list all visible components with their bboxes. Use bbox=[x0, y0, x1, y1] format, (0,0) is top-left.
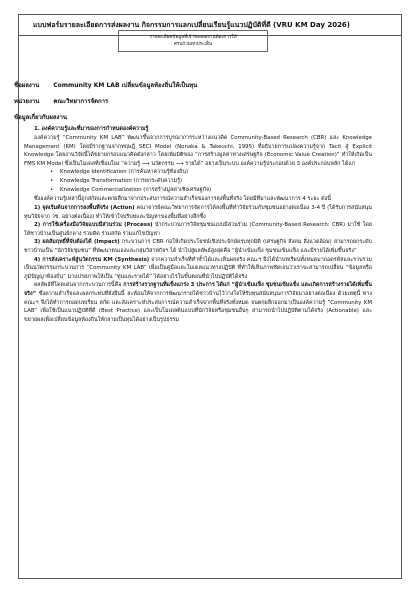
outcome-rest: ซึ่งความสำเร็จและผลกระทบที่ยั่งยืนนี้ สะท้อนให้จากการพัฒนารายได้ชาวบ้านไว้วางใจให้รับทุนสนับสนุนการวิจัยมาอย่างต่อเนื่อง ด้วยเหตุนี้ ทางคณะฯ จึงได้ทำการถอดบทเรียน สกัด และสังเคราะห์ประสบการณ์ความสำเร็จจากพื้นที่จริงทั้งหมด จนตกผลึกออกมาเป็นองค์ความรู้ “Community KM LAB” เพื่อใช้เป็นแนวปฏิบัติที่ดี (Best Practice) และเป็นโมเดลต้นแบบที่นักวิจัยหรือชุมชนอื่นๆ สามารถนำไปปฏิบัติตามได้จริง (Actionable) และขยายผลเพื่อเปลี่ยนข้อมูลท้องถิ่นให้กลายเป็นทุนได้อย่างเป็นรูปธรรม bbox=[24, 290, 372, 323]
paragraph-phases: ซึ่งองค์ความรู้เหล่านี้ถูกสกัดและตกผลึกมาจากประสบการณ์ความสำเร็จของการลงพื้นที่จริง โดยมีที่มาและพัฒนาการ 4 ระยะ ดังนี้ bbox=[34, 196, 331, 203]
notice-box bbox=[118, 30, 268, 52]
paragraph-intro: องค์ความรู้ “Community KM LAB” พัฒนาขึ้นจากการบูรณาการระหว่างแนวคิด Community-Based Research (CBR) และ Knowledge Management (KM) โดยมีรากฐานจากทฤษฎี SECI Model (Nonaka & Takeuchi, 1995) ที่อธิบายการแปลงความรู้จาก Tacit สู่ Explicit Knowledge โดยงานวิจัยนี้ได้ขยายกรอบแนวคิดดังกล่าว โดยเพิ่มมิติของ “การสร้างมูลค่าทางเศรษฐกิจ (Economic Value Creation)” ทำให้เกิดเป็น FMS KM Model ซึ่งเป็นโมเดลที่เชื่อมโยง “ความรู้ ⟶ นวัตกรรม ⟶ รายได้” อย่างเป็นระบบ องค์ความรู้ประกอบด้วย 3 องค์ประกอบหลัก ได้แก่ bbox=[24, 135, 372, 167]
phase-head: 1) จุดเริ่มต้นจากการลงพื้นที่จริง (Action) bbox=[34, 204, 135, 211]
phase-body: นำกระบวนการวิจัยชุมชนแบบมีส่วนร่วม (Community-Based Research: CBR) มาใช้ โดยให้ชาวบ้านเป็นศูนย์กลาง ร่วมคิด ร่วมสกัด ร่วมแก้ไขปัญหา bbox=[24, 222, 372, 237]
phase-body: กระบวนการ CBR ก่อให้เกิดประโยชน์เชิงประจักษ์ครบทุกมิติ (เศรษฐกิจ สังคม สิ่งแวดล้อม) สามารถยกระดับชาวบ้านเป็น “นักวิจัยชุมชน” ที่พัฒนาตนเองและกลุ่มวิสาหกิจฯ ได้ นำไปสู่ผลลัพธ์สูงสุดคือ “ผู้นำเข้มแข็ง ชุมชนเข้มแข็ง และมีรายได้เพิ่มขึ้นจริง” bbox=[24, 239, 372, 254]
form-title: แบบฟอร์มรายละเอียดการส่งผลงาน กิจกรรมการแลกเปลี่ยนเรียนรู้แนวปฏิบัติที่ดี (VRU KM Day 2026) bbox=[33, 20, 351, 29]
bullet-item: • Knowledge Commercialization (การสร้างมูลค่าเชิงเศรษฐกิจ) bbox=[60, 186, 372, 195]
unit-label: หน่วยงาน bbox=[14, 98, 40, 105]
unit-value: คณะวิทยาการจัดการ bbox=[53, 98, 109, 105]
work-name-row bbox=[14, 80, 372, 92]
subsection-title: 1. องค์ความรู้และที่มาของการกำหนดองค์ความรู้ bbox=[34, 126, 149, 132]
paragraph-outcome bbox=[24, 281, 372, 324]
bullet-item: • Knowledge Identification (การค้นหาความรู้ท้องถิ่น) bbox=[60, 168, 372, 177]
unit-row bbox=[14, 96, 372, 108]
phase-item bbox=[24, 238, 372, 255]
notice-line-2: ครบถ้วนทุกประเด็น bbox=[173, 42, 213, 47]
section-title: ข้อมูลเกี่ยวกับผลงาน bbox=[14, 114, 67, 121]
work-name-value: Community KM LAB เปลี่ยนข้อมูลท้องถิ่นให้เป็นทุน bbox=[53, 82, 198, 89]
outcome-highlight: การสร้างรากฐานที่แข็งแกร่ง 3 ประการ ได้แก่ “ผู้นำเข้มแข็ง ชุมชนเข้มแข็ง และเกิดการสร้างรายได้เพิ่มขึ้นจริง” bbox=[24, 282, 372, 297]
outcome-lead: ผลลัพธ์ที่โดดเด่นจากกระบวนการนี้คือ bbox=[34, 282, 124, 289]
form-content bbox=[14, 80, 372, 324]
phase-head: 4) การสังเคราะห์สู่นวัตกรรม KM (Synthesis) bbox=[34, 256, 150, 263]
phase-item bbox=[24, 204, 372, 221]
notice-line-1: รายละเอียดข้อมูลที่เจ้าของผลงานต้องการให้ bbox=[149, 35, 237, 40]
phase-item bbox=[24, 256, 372, 282]
phase-head: 3) ผลสัมฤทธิ์ที่จับต้องได้ (Impact) bbox=[34, 239, 120, 246]
phase-body: จากความสำเร็จที่ทำซ้ำได้และเห็นผลจริง คณะฯ จึงได้นำบทเรียนทั้งหมดมาถอดรหัสและรวบรวมเป็นนวัตกรรมกระบวนการ “Community KM LAB” เพื่อเป็นคู่มือและโมเดลแนวทางปฏิบัติ ที่ทำให้เห็นภาพชัดเจนว่าเราจะสามารถเปลี่ยน “ข้อมูลหรือภูมิปัญญาท้องถิ่น” มาแปรสภาพให้เป็น “ทุนและรายได้” ได้อย่างไรในขั้นตอนที่นำไปปฏิบัติได้จริง bbox=[24, 256, 372, 280]
phase-head: 2) การใช้เครื่องมือวิจัยแบบมีส่วนร่วม (Process) bbox=[34, 222, 153, 229]
phase-item bbox=[24, 221, 372, 238]
phase-body: คณาจารย์คณะวิทยาการจัดการได้ลงพื้นที่ทำวิจัยร่วมกับชุมชนอย่างต่อเนื่อง 3-4 ปี (ได้รับการสนับสนุนทุนวิจัยจาก วช. อย่างต่อเนื่อง) ทำให้เข้าใจบริบทและปัญหาของพื้นที่อย่างลึกซึ้ง bbox=[24, 204, 372, 220]
work-name-label: ชื่อผลงาน bbox=[14, 82, 40, 89]
bullet-item: • Knowledge Transformation (การยกระดับความรู้) bbox=[60, 177, 372, 186]
knowledge-bullet-list bbox=[14, 168, 372, 195]
